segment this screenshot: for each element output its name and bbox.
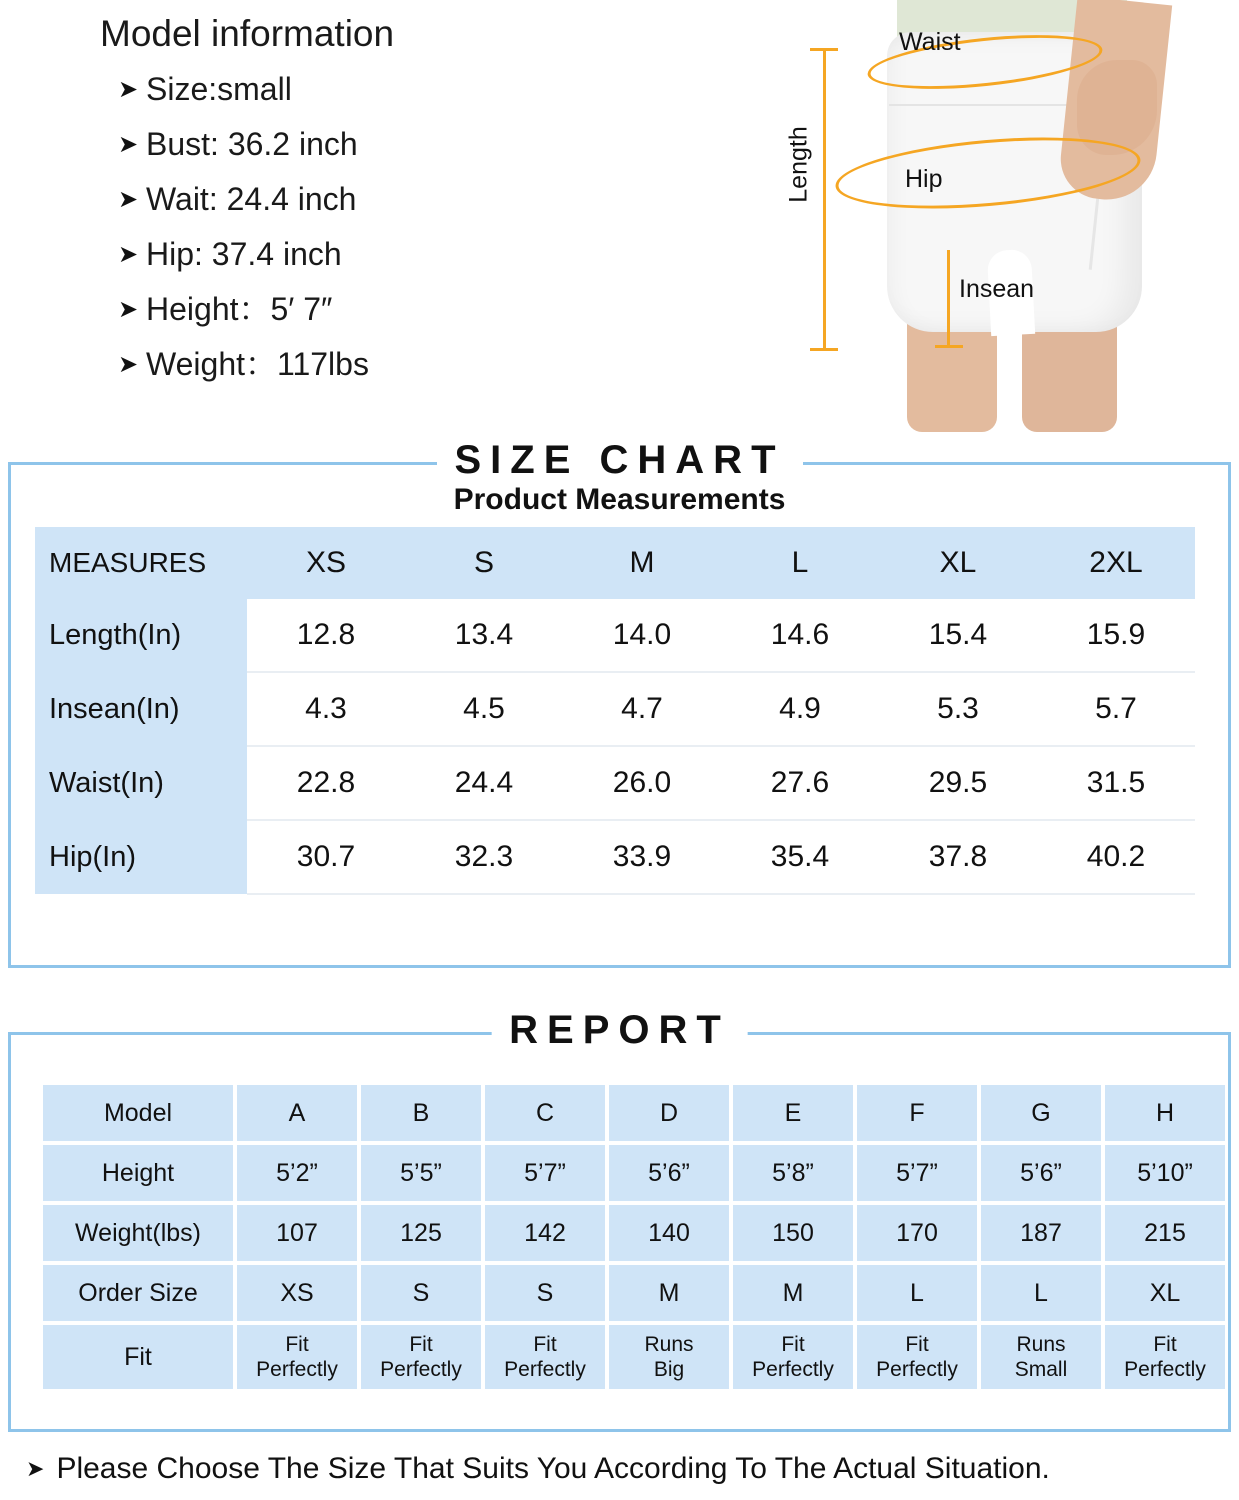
arrow-bullet-icon: ➤ (118, 76, 139, 103)
report-panel (8, 1008, 1231, 1432)
header-measures: MEASURES (35, 527, 247, 599)
insean-label: Insean (959, 275, 1035, 303)
length-measure-arrow (823, 48, 826, 348)
cell: 170 (857, 1205, 977, 1261)
row-label-model: Model (43, 1085, 233, 1141)
header-m: M (563, 527, 721, 599)
cell: S (485, 1265, 605, 1321)
model-info-hip: Hip: 37.4 inch (146, 236, 342, 272)
arrow-bullet-icon: ➤ (118, 186, 139, 213)
cell: 187 (981, 1205, 1101, 1261)
model-info-bust: Bust: 36.2 inch (146, 126, 358, 162)
cell: M (733, 1265, 853, 1321)
cell: 15.4 (879, 599, 1037, 672)
arrow-bullet-icon: ➤ (118, 296, 139, 323)
cell: XL (1105, 1265, 1225, 1321)
cell: 22.8 (247, 746, 405, 820)
cell: Fit Perfectly (237, 1325, 357, 1389)
cell: L (981, 1265, 1101, 1321)
list-item (100, 117, 700, 172)
cell: 33.9 (563, 820, 721, 894)
size-chart-subtitle: Product Measurements (453, 483, 786, 516)
cell: 32.3 (405, 820, 563, 894)
row-label-order-size: Order Size (43, 1265, 233, 1321)
cell: H (1105, 1085, 1225, 1141)
model-information-block (100, 10, 700, 392)
cell: Fit Perfectly (485, 1325, 605, 1389)
model-photo-diagram (722, 0, 1239, 432)
cell: 125 (361, 1205, 481, 1261)
cell: Fit Perfectly (1105, 1325, 1225, 1389)
model-info-weight: Weight：117lbs (146, 346, 369, 382)
cell: 4.3 (247, 672, 405, 746)
cell: A (237, 1085, 357, 1141)
cell: 150 (733, 1205, 853, 1261)
row-label-fit: Fit (43, 1325, 233, 1389)
arrow-bullet-icon: ➤ (118, 131, 139, 158)
cell: D (609, 1085, 729, 1141)
inseam-measure-arrow (947, 250, 950, 345)
cell: 5’7” (857, 1145, 977, 1201)
cell: Runs Small (981, 1325, 1101, 1389)
cell: 5’7” (485, 1145, 605, 1201)
cell: 4.9 (721, 672, 879, 746)
cell: S (361, 1265, 481, 1321)
cell: 24.4 (405, 746, 563, 820)
cell: Fit Perfectly (733, 1325, 853, 1389)
size-chart-panel (8, 438, 1231, 968)
cell: 27.6 (721, 746, 879, 820)
table-row (35, 746, 1195, 820)
cell: 107 (237, 1205, 357, 1261)
row-label-insean: Insean(In) (35, 672, 247, 746)
table-row (43, 1205, 1225, 1261)
row-label-length: Length(In) (35, 599, 247, 672)
hip-label: Hip (905, 165, 943, 193)
cell: E (733, 1085, 853, 1141)
arrow-bullet-icon: ➤ (118, 351, 139, 378)
list-item (100, 282, 700, 337)
cell: 40.2 (1037, 820, 1195, 894)
cell: 5’10” (1105, 1145, 1225, 1201)
waist-label: Waist (899, 28, 961, 56)
table-row (43, 1145, 1225, 1201)
cell: 29.5 (879, 746, 1037, 820)
cell: M (609, 1265, 729, 1321)
top-section (0, 0, 1239, 432)
cell: 142 (485, 1205, 605, 1261)
cell: B (361, 1085, 481, 1141)
cell: C (485, 1085, 605, 1141)
left-leg (907, 320, 997, 432)
arrow-bullet-icon: ➤ (26, 1456, 45, 1481)
model-info-size: Size:small (146, 71, 292, 107)
cell: F (857, 1085, 977, 1141)
cell: L (857, 1265, 977, 1321)
table-row (43, 1085, 1225, 1141)
cell: 30.7 (247, 820, 405, 894)
model-information-list (100, 62, 700, 392)
cell: 140 (609, 1205, 729, 1261)
length-label: Length (784, 126, 813, 203)
cell: 5’6” (609, 1145, 729, 1201)
cell: Fit Perfectly (361, 1325, 481, 1389)
model-information-title: Model information (100, 13, 395, 54)
cell: 31.5 (1037, 746, 1195, 820)
cell: XS (237, 1265, 357, 1321)
model-info-waist: Wait: 24.4 inch (146, 181, 357, 217)
header-xs: XS (247, 527, 405, 599)
cell: 5.7 (1037, 672, 1195, 746)
table-header-row (35, 527, 1195, 599)
cell: 13.4 (405, 599, 563, 672)
table-row (35, 820, 1195, 894)
list-item (100, 172, 700, 227)
right-leg (1022, 320, 1117, 432)
arrow-bullet-icon: ➤ (118, 241, 139, 268)
cell: 37.8 (879, 820, 1037, 894)
cell: G (981, 1085, 1101, 1141)
header-xl: XL (879, 527, 1037, 599)
cell: 14.0 (563, 599, 721, 672)
cell: 5’5” (361, 1145, 481, 1201)
cell: 26.0 (563, 746, 721, 820)
footer-note-text: Please Choose The Size That Suits You According To The Actual Situation. (56, 1452, 1050, 1485)
table-row (43, 1325, 1225, 1389)
table-row (35, 672, 1195, 746)
report-table (39, 1081, 1229, 1393)
cell: 5’6” (981, 1145, 1101, 1201)
size-chart-title: SIZE CHART (437, 438, 803, 483)
cell: 5.3 (879, 672, 1037, 746)
list-item (100, 227, 700, 282)
size-chart-table (35, 527, 1195, 895)
cell: 215 (1105, 1205, 1225, 1261)
cell: 15.9 (1037, 599, 1195, 672)
row-label-height: Height (43, 1145, 233, 1201)
cell: 5’8” (733, 1145, 853, 1201)
list-item (100, 337, 700, 392)
cell: 14.6 (721, 599, 879, 672)
cell: 35.4 (721, 820, 879, 894)
cell: 5’2” (237, 1145, 357, 1201)
length-arrow-cap-bottom (810, 348, 838, 351)
list-item (100, 62, 700, 117)
row-label-waist: Waist(In) (35, 746, 247, 820)
cell: Fit Perfectly (857, 1325, 977, 1389)
report-title: REPORT (491, 1008, 748, 1053)
row-label-hip: Hip(In) (35, 820, 247, 894)
table-row (43, 1265, 1225, 1321)
header-l: L (721, 527, 879, 599)
inseam-arrow-cap-bottom (935, 345, 963, 348)
header-s: S (405, 527, 563, 599)
cell: 12.8 (247, 599, 405, 672)
footer-note (26, 1452, 1226, 1486)
cell: 4.7 (563, 672, 721, 746)
cell: 4.5 (405, 672, 563, 746)
row-label-weight: Weight(lbs) (43, 1205, 233, 1261)
model-info-height: Height：5′ 7″ (146, 291, 333, 327)
photo-canvas (777, 0, 1239, 432)
length-arrow-cap-top (810, 48, 838, 51)
cell: Runs Big (609, 1325, 729, 1389)
header-2xl: 2XL (1037, 527, 1195, 599)
table-row (35, 599, 1195, 672)
